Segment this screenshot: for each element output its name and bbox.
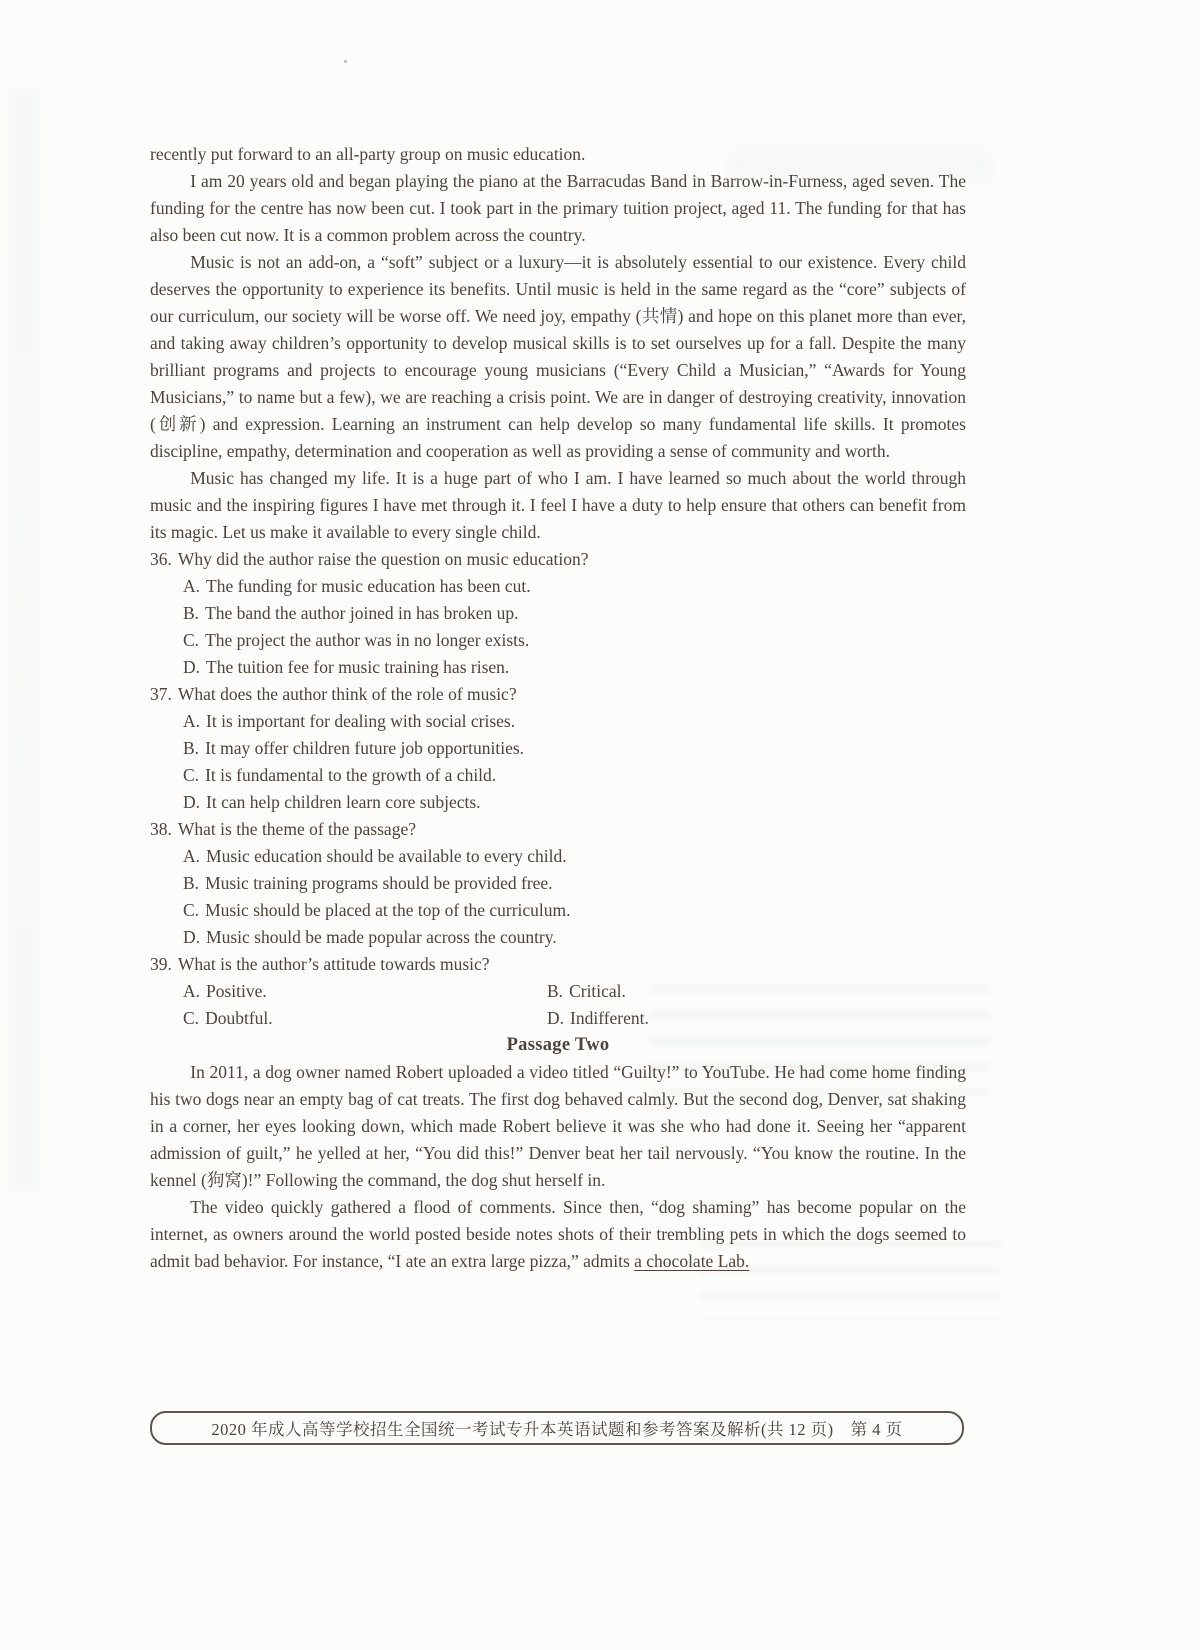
page-footer (150, 1411, 964, 1445)
option-text: Music education should be available to every child. (206, 846, 567, 866)
option-39-b (547, 978, 966, 1005)
question-36 (150, 546, 966, 681)
question-text: What does the author think of the role of music? (177, 684, 517, 704)
passage-one-paragraph-continued: recently put forward to an all-party group on music education. (150, 144, 586, 164)
question-number: 39. (150, 954, 172, 974)
passage-one-paragraph: I am 20 years old and began playing the piano at the Barracudas Band in Barrow-in-Furness, aged seven. The funding for the centre has now been cut. I took part in the primary tuition project, aged 11. The funding for that has also been cut now. It is a common problem across the country. (150, 171, 966, 245)
option-text: Music should be made popular across the country. (206, 927, 557, 947)
passage-two-paragraph: In 2011, a dog owner named Robert uploaded a video titled “Guilty!” to YouTube. He had come home finding his two dogs near an empty bag of cat treats. The first dog behaved calmly. But the second dog, Denver, sat shaking in a corner, her eyes looking down, which made Robert believe it was she who had done it. Seeing her “apparent admission of guilt,” he yelled at her, “You did this!” Denver beat her tail nervously. “You know the routine. In the kennel (狗窝)!” Following the command, the dog shut herself in. (150, 1062, 966, 1190)
option-39-c (183, 1005, 547, 1032)
option-label: C. (183, 1008, 200, 1028)
scan-dot-artifact (344, 60, 347, 63)
option-text: Doubtful. (205, 1008, 273, 1028)
question-number: 36. (150, 549, 172, 569)
question-number: 38. (150, 819, 172, 839)
option-text: Indifferent. (570, 1008, 649, 1028)
underlined-phrase: a chocolate Lab. (634, 1251, 750, 1271)
option-label: D. (183, 927, 201, 947)
question-stem (150, 816, 966, 843)
option-37-c (150, 762, 966, 789)
option-label: A. (183, 576, 201, 596)
option-text: It is important for dealing with social crises. (206, 711, 516, 731)
option-text: Critical. (569, 981, 626, 1001)
question-number: 37. (150, 684, 172, 704)
option-text: It can help children learn core subjects. (206, 792, 481, 812)
option-38-a (150, 843, 966, 870)
option-text: The tuition fee for music training has risen. (206, 657, 510, 677)
option-label: A. (183, 711, 201, 731)
option-label: B. (183, 603, 200, 623)
option-39-d (547, 1005, 966, 1032)
option-label: B. (183, 738, 200, 758)
option-label: B. (183, 873, 200, 893)
option-label: A. (183, 981, 201, 1001)
option-label: D. (547, 1008, 565, 1028)
page-content (150, 141, 966, 1275)
option-37-d (150, 789, 966, 816)
option-label: C. (183, 765, 200, 785)
option-label: C. (183, 630, 200, 650)
option-36-a (150, 573, 966, 600)
option-label: C. (183, 900, 200, 920)
option-38-c (150, 897, 966, 924)
question-text: What is the theme of the passage? (177, 819, 416, 839)
passage-two-paragraph (150, 1194, 966, 1275)
question-text: What is the author’s attitude towards music? (177, 954, 490, 974)
option-label: D. (183, 657, 201, 677)
question-39 (150, 951, 966, 1032)
option-text: The project the author was in no longer exists. (205, 630, 530, 650)
option-label: B. (547, 981, 564, 1001)
option-text: Music training programs should be provided free. (205, 873, 553, 893)
question-stem (150, 951, 966, 978)
question-text: Why did the author raise the question on music education? (177, 549, 589, 569)
option-label: A. (183, 846, 201, 866)
option-text: The band the author joined in has broken up. (205, 603, 519, 623)
question-stem (150, 546, 966, 573)
option-36-b (150, 600, 966, 627)
option-37-b (150, 735, 966, 762)
option-text: It is fundamental to the growth of a child. (205, 765, 497, 785)
option-36-d (150, 654, 966, 681)
question-37 (150, 681, 966, 816)
option-38-d (150, 924, 966, 951)
option-text: Music should be placed at the top of the curriculum. (205, 900, 571, 920)
option-text: Positive. (206, 981, 267, 1001)
passage-one-paragraph: Music has changed my life. It is a huge part of who I am. I have learned so much about the world through music and the inspiring figures I have met through it. I feel I have a duty to help ensure that others can benefit from its magic. Let us make it available to every single child. (150, 468, 966, 542)
option-36-c (150, 627, 966, 654)
question-38 (150, 816, 966, 951)
option-text: It may offer children future job opportunities. (205, 738, 525, 758)
option-37-a (150, 708, 966, 735)
question-stem (150, 681, 966, 708)
passage-two-heading: Passage Two (506, 1035, 610, 1055)
footer-text: 2020 年成人高等学校招生全国统一考试专升本英语试题和参考答案及解析(共 12 页) 第 4 页 (211, 1420, 903, 1439)
paragraph-text: The video quickly gathered a flood of comments. Since then, “dog shaming” has become popular on the internet, as owners around the world posted beside notes shots of their trembling pets in which the dogs seemed to admit bad behavior. For instance, “I ate an extra large pizza,” admits (150, 1197, 966, 1271)
option-grid (150, 978, 966, 1032)
option-38-b (150, 870, 966, 897)
option-text: The funding for music education has been cut. (206, 576, 531, 596)
passage-one-paragraph: Music is not an add-on, a “soft” subject or a luxury—it is absolutely essential to our existence. Every child deserves the opportunity to experience its benefits. Until music is held in the same regard as the “core” subjects of our curriculum, our society will be worse off. We need joy, empathy (共情) and hope on this planet more than ever, and taking away children’s opportunity to develop musical skills is to set ourselves up for a fall. Despite the many brilliant programs and projects to encourage young musicians (“Every Child a Musician,” “Awards for Young Musicians,” to name but a few), we are reaching a crisis point. We are in danger of destroying creativity, innovation (创新) and expression. Learning an instrument can help develop so many fundamental life skills. It promotes discipline, empathy, determination and cooperation as well as providing a sense of community and worth. (150, 252, 966, 461)
scan-smudge-artifact (10, 90, 38, 1190)
option-39-a (183, 978, 547, 1005)
option-label: D. (183, 792, 201, 812)
